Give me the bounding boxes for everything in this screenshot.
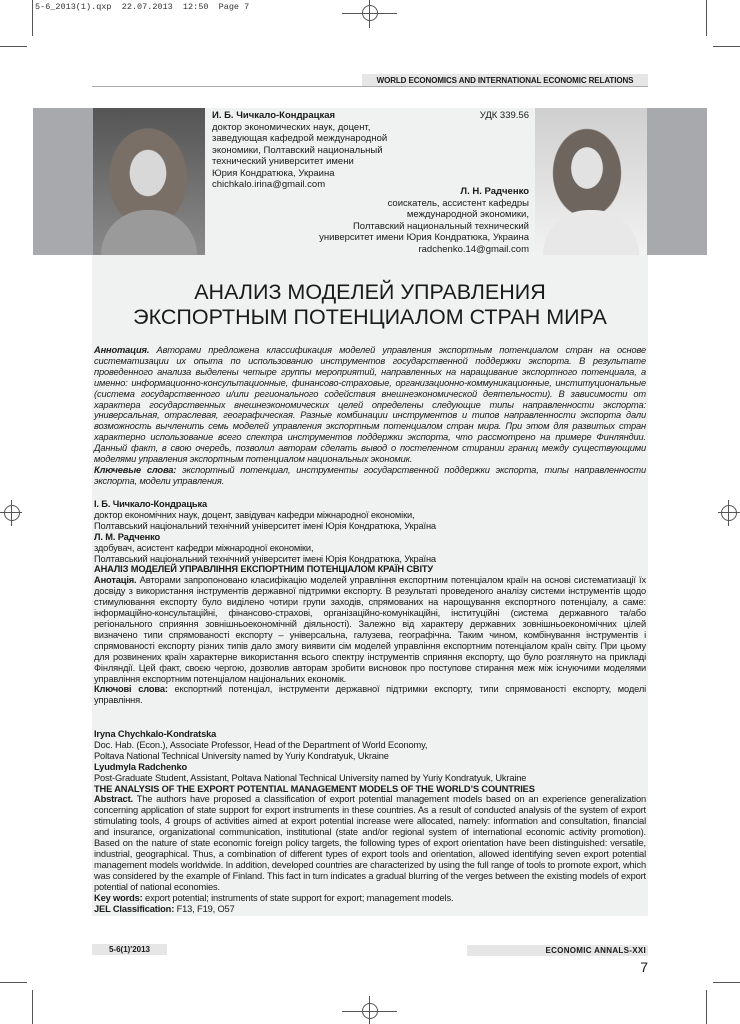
- udk-code: УДК 339.56: [479, 110, 529, 121]
- crop-mark: [713, 982, 740, 983]
- keywords-label: Key words:: [94, 892, 143, 903]
- article-title: [92, 280, 648, 330]
- author-affiliation: Полтавський національний технічний університет імені Юрія Кондратюка, Україна: [94, 520, 436, 531]
- article-title-en: THE ANALYSIS OF THE EXPORT POTENTIAL MANAGEMENT MODELS OF THE WORLD’S COUNTRIES: [94, 783, 535, 794]
- jel-label: JEL Classification:: [94, 903, 175, 914]
- right-side-bar: [647, 108, 707, 255]
- abstract-label: Abstract.: [94, 794, 133, 805]
- keywords-text: export potential; instruments of state support for export; management models.: [142, 892, 454, 903]
- title-line: ЭКСПОРТНЫМ ПОТЕНЦИАЛОМ СТРАН МИРА: [133, 305, 607, 329]
- section-header: WORLD ECONOMICS AND INTERNATIONAL ECONOMIC RELATIONS: [362, 74, 648, 87]
- author-affiliation: Post-Graduate Student, Assistant, Poltava National Technical University named by Yuriy Kondratyuk, Ukraine: [94, 772, 527, 783]
- author-affiliation: международной экономики,: [406, 209, 529, 220]
- author-affiliation: Юрия Кондратюка, Украина: [212, 167, 335, 179]
- keywords-text: экспортный потенциал, инструменты государственной поддержки экспорта, типы направленности экспорта, модели управления.: [94, 464, 646, 486]
- crop-mark: [706, 0, 707, 36]
- keywords-label: Ключевые слова:: [94, 464, 177, 475]
- crop-mark: [32, 0, 33, 36]
- abstract-label: Анотація.: [94, 575, 137, 586]
- print-slug: 5-6_2013(1).qxp 22.07.2013 12:50 Page 7: [35, 2, 250, 12]
- author-affiliation: соискатель, ассистент кафедры: [387, 197, 529, 209]
- author-affiliation: экономики, Полтавский национальный: [212, 144, 383, 156]
- author-name: І. Б. Чичкало-Кондрацька: [94, 499, 207, 509]
- registration-mark-circle: [362, 5, 378, 21]
- abstract-ua: [94, 499, 646, 706]
- author-affiliation: Poltava National Technical University named by Yuriy Kondratyuk, Ukraine: [94, 750, 389, 761]
- crop-mark: [713, 46, 740, 47]
- author-name: Iryna Chychkalo-Kondratska: [94, 729, 217, 739]
- crop-mark: [0, 982, 27, 983]
- author-affiliation: Doc. Hab. (Econ.), Associate Professor, Head of the Department of World Economy,: [94, 739, 428, 750]
- author-name: И. Б. Чичкало-Кондрацкая: [212, 110, 336, 121]
- keywords-label: Ключові слова:: [94, 684, 168, 695]
- crop-mark: [32, 990, 33, 1024]
- author-affiliation: технический университет имени: [212, 156, 354, 167]
- author-affiliation: здобувач, асистент кафедри міжнародної економіки,: [94, 542, 314, 553]
- crop-mark: [706, 990, 707, 1024]
- keywords-text: експортний потенціал, інструменти державної підтримки експорту, типи спрямованості експорту, моделі управління.: [94, 684, 647, 706]
- crop-mark: [0, 46, 27, 47]
- jel-codes: F13, F19, O57: [174, 903, 235, 914]
- author-affiliation: доктор экономических наук, доцент,: [212, 121, 371, 133]
- author-name: Lyudmyla Radchenko: [94, 761, 188, 772]
- author-affiliation: Полтавский национальный технический: [352, 220, 529, 232]
- author-photo-chichkalo: [93, 108, 205, 255]
- abstract-ru: [94, 345, 646, 487]
- header-rule: [92, 86, 648, 87]
- abstract-en: [94, 729, 646, 914]
- author-affiliation: заведующая кафедрой международной: [212, 133, 388, 144]
- author-email[interactable]: radchenko.14@gmail.com: [418, 243, 529, 255]
- title-line: АНАЛИЗ МОДЕЛЕЙ УПРАВЛЕНИЯ: [194, 280, 546, 304]
- author-affiliation: доктор економічних наук, доцент, завідувач кафедри міжнародної економіки,: [94, 509, 415, 520]
- abstract-text: Авторами запропоновано класифікацію моделей управління експортним потенціалом країн на основі систематизації їх досвіду з використання інструментів державної підтримки експорту. В результаті проведеного аналізу системи інструментів щодо стимулювання експорту було виділено чотири групи заходів, спрямованих на нарощування експортного потенціалу, а саме: інформаційно-консультаційні, фінансово-страхові, організаційно-комунікаційні, інституційні (система державного та/або регіонального сприяння зовнішньоекономічній діяльності). Залежно від характеру державних зовнішньоекономічних цілей визначено типи спрямованості експорту – універсальна, галузева, географічна. Таким чином, комбінування інструментів і спрямованості експорту різних типів дало змогу виявити сім моделей управління експортним потенціалом країн світу. При цьому для розвинених країн характерне використання всього спектру інструментів сприяння експорту, що було розглянуто на прикладі Фінляндії. Цей факт, своєю чергою, дозволив авторам зробити висновок про поступове стирання меж між існуючими моделями управління експортним потенціалом національних економік.: [94, 575, 646, 684]
- page-number: 7: [640, 959, 648, 975]
- author-affiliation: университет имени Юрия Кондратюка, Украина: [319, 232, 529, 243]
- author-affiliation: Полтавський національний технічний університет імені Юрія Кондратюка, Україна: [94, 553, 436, 564]
- registration-mark-circle: [362, 1003, 378, 1019]
- author-ru-1: [212, 110, 462, 191]
- author-email[interactable]: chichkalo.irina@gmail.com: [212, 179, 326, 190]
- author-ru-2: [280, 186, 529, 255]
- abstract-label: Аннотация.: [94, 345, 150, 355]
- registration-mark-circle: [721, 505, 737, 521]
- author-photo-radchenko: [535, 108, 647, 255]
- abstract-text: The authors have proposed a classification of export potential management models based on an experience generalization concerning application of state support for export instruments in these countries. As a result of conducted analysis of the system of export stimulating tools, 4 groups of activities aimed at export potential increase were allocated, namely: information and consultation, financial and insurance, organizational communication, institutional (state and/or regional system of international economic activity promotion). Based on the nature of state economic foreign policy targets, the following types of export orientation have been distinguished: versatile, industrial, geographical. Thus, a combination of different types of export tools and orientation, allowed identifying seven export potential management models worldwide. In addition, developed countries are characterized by using the full range of tools to promote export, which was considered by the example of Finland. This fact in turn indicates a gradual blurring of the verges between the existing models of export potential of national economies.: [94, 794, 646, 892]
- issue-number: 5-6(1)'2013: [92, 944, 167, 955]
- left-side-bar: [33, 108, 93, 255]
- journal-name: ECONOMIC ANNALS-XXI: [467, 945, 648, 956]
- author-name: Л. М. Радченко: [94, 531, 161, 542]
- author-name: Л. Н. Радченко: [460, 186, 529, 197]
- article-title-ua: АНАЛІЗ МОДЕЛЕЙ УПРАВЛІННЯ ЕКСПОРТНИМ ПОТЕНЦІАЛОМ КРАЇН СВІТУ: [94, 564, 434, 575]
- registration-mark-circle: [4, 505, 20, 521]
- abstract-text: Авторами предложена классификация моделей управления экспортным потенциалом стран на основе систематизации их опыта по использованию инструментов государственной поддержки экспорта. В результате проведенного анализа выделены четыре группы мероприятий, направленных на наращивание экспортного потенциала, а именно: информационно-консультационные, финансово-страховые, организационно-коммуникационные, институциональные (система государственного и/или регионального содействия внешнеэкономической деятельности). В зависимости от характера государственных внешнеэкономических целей определены следующие типы направленности экспорта: универсальная, отраслевая, географическая. Разные комбинации инструментов и типов направленности экспорта дали возможность вычленить семь моделей управления экспортным потенциалом стран мира. При этом для развитых стран характерно использование всего спектра инструментов поддержки экспорта, что рассмотрено на примере Финляндии. Данный факт, в свою очередь, позволил авторам сделать вывод о постепенном стирании границ между существующими моделями управления экспортным потенциалом национальных экономик.: [94, 345, 646, 465]
